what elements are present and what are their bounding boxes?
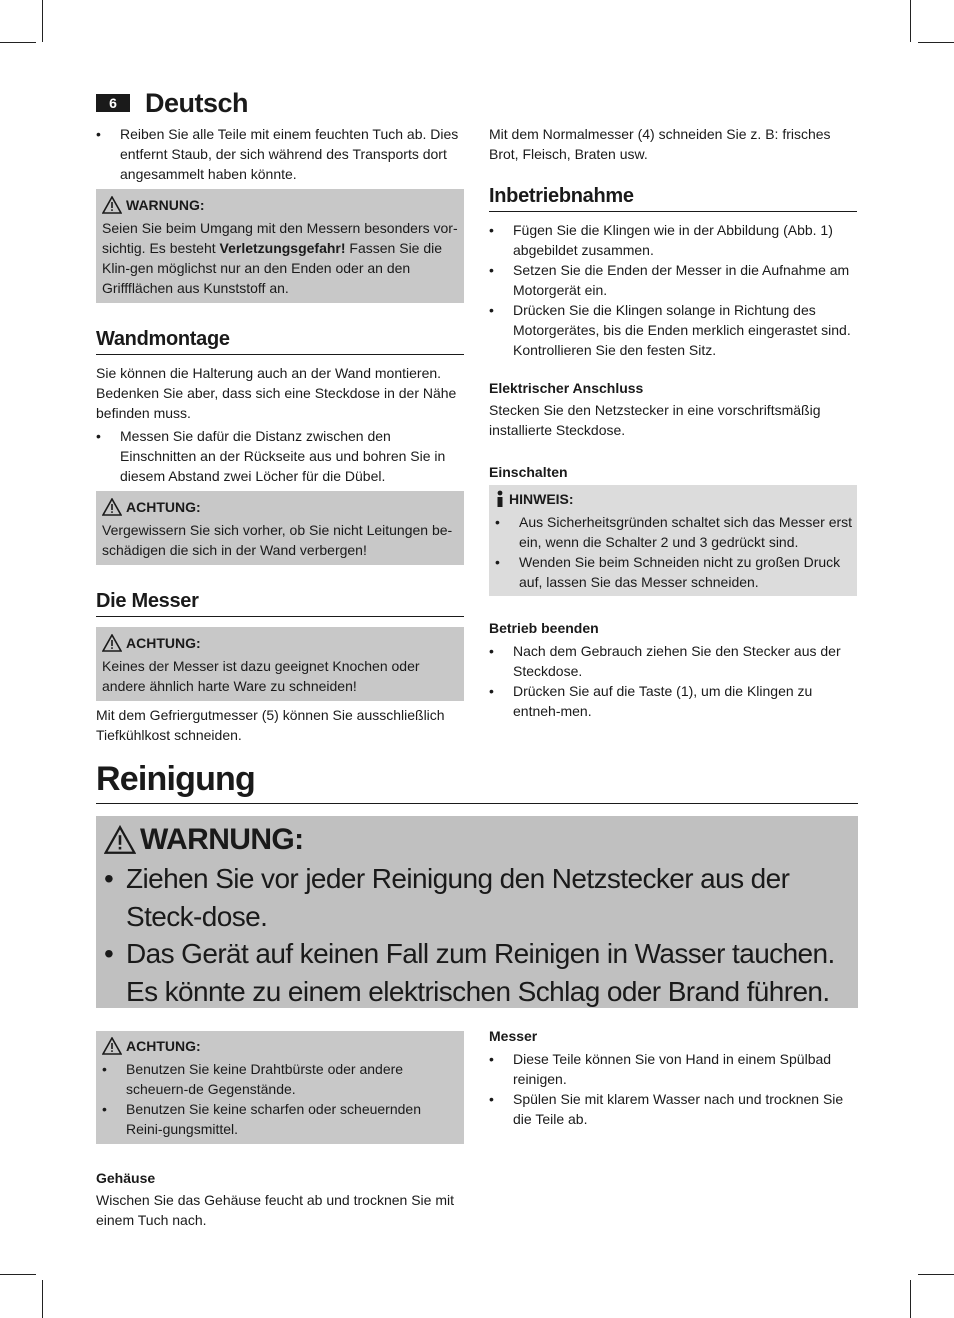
messer-cleaning-list: [489, 1049, 857, 1129]
crop-mark: [42, 0, 43, 42]
crop-mark: [910, 0, 911, 42]
info-icon: [495, 490, 505, 508]
section-heading-wandmontage: Wandmontage: [96, 329, 464, 355]
crop-mark: [0, 42, 36, 43]
caution-box: [96, 491, 464, 565]
list-item: • Das Gerät auf keinen Fall zum Reinigen in Wasser tauchen. Es könnte zu einem elektrischen Schlag oder Brand führen.: [104, 935, 850, 1010]
warning-triangle-icon: [102, 498, 122, 516]
warning-text: Seien Sie beim Umgang mit den Messern besonders vor-sichtig. Es besteht Verletzungsgefahr! Fassen Sie die Klin-gen möglichst nur an den Enden oder an den Griffflächen aus Kunststoff an.: [102, 220, 458, 296]
reinigung-right-column: [489, 1026, 857, 1129]
gehaeuse-text: Wischen Sie das Gehäuse feucht ab und trocknen Sie mit einem Tuch nach.: [96, 1192, 454, 1228]
crop-mark: [918, 42, 954, 43]
caution-title: ACHTUNG:: [126, 1038, 201, 1054]
warning-title: WARNUNG:: [126, 197, 205, 213]
subheading-betrieb-beenden: Betrieb beenden: [489, 620, 599, 636]
caution-text: Keines der Messer ist dazu geeignet Knochen oder andere ähnlich harte Ware zu schneiden!: [102, 658, 420, 694]
section-heading-inbetriebnahme: Inbetriebnahme: [489, 186, 857, 212]
list-item: • Spülen Sie mit klarem Wasser nach und trocknen Sie die Teile ab.: [489, 1089, 857, 1129]
anschluss-text: Stecken Sie den Netzstecker in eine vorschriftsmäßig installierte Steckdose.: [489, 402, 821, 438]
page-header: [96, 86, 248, 120]
list-item: • Drücken Sie die Klingen solange in Richtung des Motorgerätes, bis die Enden merklich eingerastet sind. Kontrollieren Sie den festen Sitz.: [489, 300, 857, 360]
list-item: • Drücken Sie auf die Taste (1), um die Klingen zu entneh-men.: [489, 681, 857, 721]
subheading-gehaeuse: Gehäuse: [96, 1170, 156, 1186]
hint-box: [489, 485, 857, 596]
wandmontage-paragraph: Sie können die Halterung auch an der Wand montieren. Bedenken Sie aber, dass sich eine Steckdose in der Nähe befinden muss.: [96, 365, 457, 421]
subheading-einschalten: Einschalten: [489, 464, 568, 480]
caution-box: [96, 627, 464, 701]
warning-triangle-icon: [102, 196, 122, 214]
betrieb-beenden-list: [489, 641, 857, 721]
section-heading-reinigung: Reinigung: [96, 760, 858, 804]
list-item: • Benutzen Sie keine scharfen oder scheuernden Reini-gungsmittel.: [102, 1099, 458, 1139]
crop-mark: [910, 1280, 911, 1318]
intro-list: [96, 124, 464, 184]
list-item: • Messen Sie dafür die Distanz zwischen den Einschnitten an der Rückseite aus und bohren Sie in diesem Abstand zwei Löcher für die Dübel.: [96, 426, 464, 486]
crop-mark: [0, 1274, 36, 1275]
big-warning-list: [104, 860, 850, 1010]
crop-mark: [918, 1274, 954, 1275]
list-item: • Nach dem Gebrauch ziehen Sie den Stecker aus der Steckdose.: [489, 641, 857, 681]
list-item: • Ziehen Sie vor jeder Reinigung den Netzstecker aus der Steck-dose.: [104, 860, 850, 935]
wandmontage-list: [96, 426, 464, 486]
section-heading-messer: Die Messer: [96, 591, 464, 617]
right-column: [489, 124, 857, 721]
crop-mark: [42, 1280, 43, 1318]
warning-box: [96, 189, 464, 303]
list-item: • Reiben Sie alle Teile mit einem feuchten Tuch ab. Dies entfernt Staub, der sich während des Transports dort angesammelt haben könnte.: [96, 124, 464, 184]
hint-list: [495, 512, 853, 592]
caution-list: [102, 1059, 458, 1139]
normalmesser-paragraph: Mit dem Normalmesser (4) schneiden Sie z. B: frisches Brot, Fleisch, Braten usw.: [489, 126, 831, 162]
caution-box: [96, 1031, 464, 1144]
language-title: Deutsch: [145, 87, 249, 118]
warning-triangle-icon: [102, 1037, 122, 1055]
list-item: • Fügen Sie die Klingen wie in der Abbildung (Abb. 1) abgebildet zusammen.: [489, 220, 857, 260]
reinigung-left-column: [96, 1031, 464, 1230]
caution-title: ACHTUNG:: [126, 499, 201, 515]
list-item: • Aus Sicherheitsgründen schaltet sich das Messer erst ein, wenn die Schalter 2 und 3 gedrückt sind.: [495, 512, 853, 552]
page-number: 6: [96, 94, 130, 112]
hint-title: HINWEIS:: [509, 491, 574, 507]
big-warning-title: WARNUNG:: [140, 823, 304, 856]
left-column: [96, 124, 464, 745]
list-item: • Benutzen Sie keine Drahtbürste oder andere scheuern-de Gegenstände.: [102, 1059, 458, 1099]
warning-triangle-icon: [102, 634, 122, 652]
subheading-anschluss: Elektrischer Anschluss: [489, 380, 644, 396]
subheading-messer: Messer: [489, 1028, 538, 1044]
caution-title: ACHTUNG:: [126, 635, 201, 651]
caution-text: Vergewissern Sie sich vorher, ob Sie nicht Leitungen be-schädigen die sich in der Wand verbergen!: [102, 522, 453, 558]
list-item: • Wenden Sie beim Schneiden nicht zu großen Druck auf, lassen Sie das Messer schneiden.: [495, 552, 853, 592]
list-item: • Setzen Sie die Enden der Messer in die Aufnahme am Motorgerät ein.: [489, 260, 857, 300]
inbetriebnahme-list: [489, 220, 857, 360]
messer-paragraph: Mit dem Gefriergutmesser (5) können Sie ausschließlich Tiefkühlkost schneiden.: [96, 707, 445, 743]
warning-triangle-icon: [104, 825, 136, 855]
big-warning-box: [96, 816, 858, 1008]
list-item: • Diese Teile können Sie von Hand in einem Spülbad reinigen.: [489, 1049, 857, 1089]
